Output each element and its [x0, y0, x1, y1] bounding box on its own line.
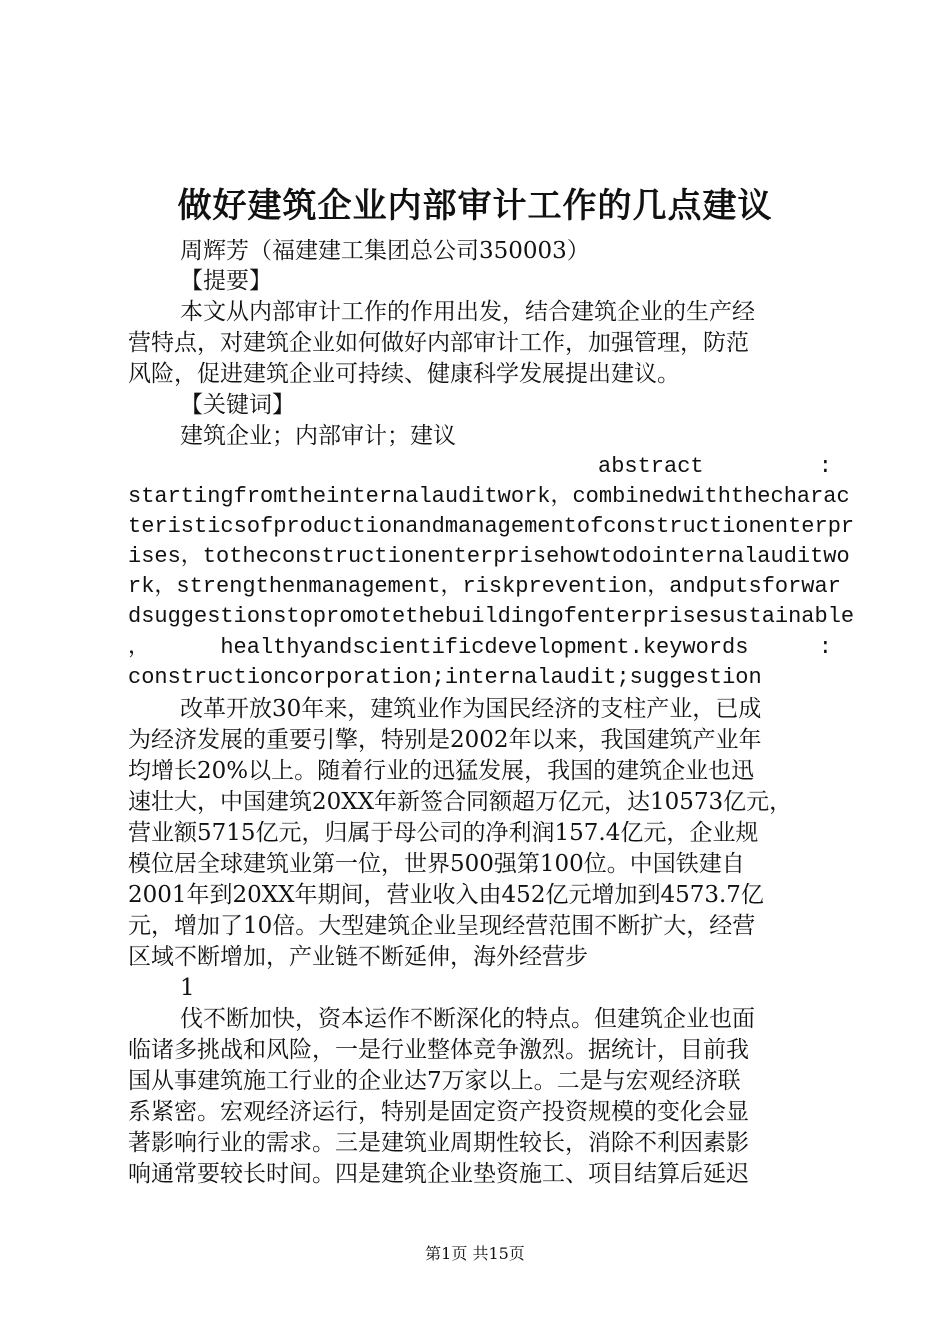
english-comma: ，: [128, 635, 151, 660]
abstract-line: 本文从内部审计工作的作用出发，结合建筑企业的生产经: [180, 299, 755, 325]
english-abstract-label-row: [598, 452, 832, 482]
english-line: rk，strengthenmanagement，riskprevention，andputsforwar: [128, 574, 841, 599]
body-line: 临诸多挑战和风险，一是行业整体竞争激烈。据统计，目前我: [128, 1037, 749, 1063]
english-line: ises，totheconstructionenterprisehowtodointernalauditwo: [128, 544, 850, 569]
english-line: teristicsofproductionandmanagementofconstructionenterpr: [128, 514, 855, 539]
inline-page-number: 1: [180, 975, 195, 1001]
body-line: 模位居全球建筑业第一位，世界500强第100位。中国铁建自: [128, 851, 745, 877]
body-line: 改革开放30年来，建筑业作为国民经济的支柱产业，已成: [180, 696, 762, 722]
author-line: 周辉芳（福建建工集团总公司350003）: [180, 238, 590, 264]
body-line: 营业额5715亿元，归属于母公司的净利润157.4亿元，企业规: [128, 820, 759, 846]
english-keywords-colon: :: [818, 635, 832, 660]
body-line: 伐不断加快，资本运作不断深化的特点。但建筑企业也面: [180, 1006, 755, 1032]
body-line: 2001年到20XX年期间，营业收入由452亿元增加到4573.7亿: [128, 882, 764, 908]
body-line: 速壮大，中国建筑20XX年新签合同额超万亿元，达10573亿元，: [128, 789, 793, 815]
body-line: 为经济发展的重要引擎，特别是2002年以来，我国建筑产业年: [128, 727, 762, 753]
body-line: 区域不断增加，产业链不断延伸，海外经营步: [128, 944, 588, 970]
english-line: dsuggestionstopromotethebuildingofenterprisesustainable: [128, 604, 855, 629]
abstract-line: 风险，促进建筑企业可持续、健康科学发展提出建议。: [128, 361, 680, 387]
page-footer: 第1页 共15页: [425, 1244, 525, 1263]
english-line: startingfromtheinternalauditwork，combinedwiththecharac: [128, 484, 850, 509]
english-abstract-colon: :: [818, 454, 832, 479]
keywords-line: 建筑企业；内部审计；建议: [180, 423, 456, 449]
body-line: 元，增加了10倍。大型建筑企业呈现经营范围不断扩大，经营: [128, 913, 756, 939]
english-keywords-line: constructioncorporation;internalaudit;suggestion: [128, 665, 762, 690]
english-abstract-label: abstract: [598, 454, 704, 479]
body-line: 国从事建筑施工行业的企业达7万家以上。二是与宏观经济联: [128, 1068, 741, 1094]
english-line-healthy: healthyandscientificdevelopment.keywords: [220, 635, 749, 660]
english-keywords-row: [128, 633, 832, 663]
document-title: 做好建筑企业内部审计工作的几点建议: [177, 186, 773, 226]
body-line: 著影响行业的需求。三是建筑业周期性较长，消除不利因素影: [128, 1130, 749, 1156]
body-line: 均增长20%以上。随着行业的迅猛发展，我国的建筑企业也迅: [128, 758, 755, 784]
abstract-heading: 【提要】: [180, 268, 272, 294]
abstract-line: 营特点，对建筑企业如何做好内部审计工作，加强管理，防范: [128, 330, 749, 356]
keywords-heading: 【关键词】: [180, 392, 295, 418]
body-line: 响通常要较长时间。四是建筑企业垫资施工、项目结算后延迟: [128, 1161, 749, 1187]
body-line: 系紧密。宏观经济运行，特别是固定资产投资规模的变化会显: [128, 1099, 749, 1125]
